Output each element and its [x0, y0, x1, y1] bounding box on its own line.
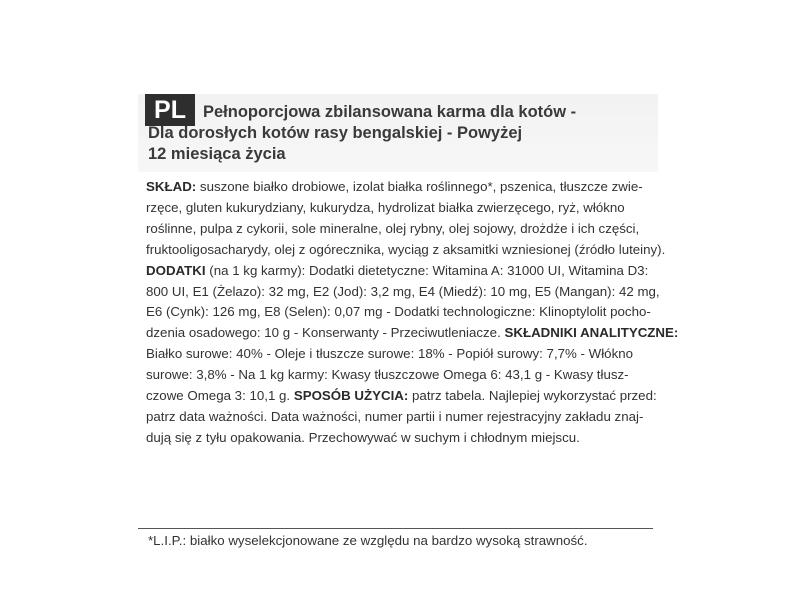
title-line: 12 miesiąca życia: [148, 145, 286, 163]
text-line: patrz data ważności. Data ważności, numer partii i numer rejestracyjny zakładu znaj-: [146, 408, 644, 424]
text-line: DODATKI (na 1 kg karmy): Dodatki dietetyczne: Witamina A: 31000 UI, Witamina D3:: [146, 262, 649, 278]
footnote-divider: [138, 528, 653, 529]
text-line: rzęce, gluten kukurydziany, kukurydza, hydrolizat białka zwierzęcego, ryż, włókno: [146, 199, 625, 215]
text-line: dują się z tyłu opakowania. Przechowywać w suchym i chłodnym miejscu.: [146, 429, 580, 445]
text-line: roślinne, pulpa z cykorii, sole mineralne, olej rybny, olej sojowy, drożdże i ich części,: [146, 220, 640, 236]
text-line: 800 UI, E1 (Żelazo): 32 mg, E2 (Jod): 3,2 mg, E4 (Miedź): 10 mg, E5 (Mangan): 42 mg,: [146, 283, 660, 299]
section-heading: SKŁADNIKI ANALITYCZNE:: [504, 325, 679, 341]
product-label: [138, 94, 679, 449]
text-line: E6 (Cynk): 126 mg, E8 (Selen): 0,07 mg - Dodatki technologiczne: Klinoptylolit pocho-: [146, 304, 651, 320]
text-line: fruktooligosacharydy, olej z ogórecznika, wyciąg z aksamitki wzniesionej (źródło luteiny).: [146, 241, 666, 257]
title-line: Pełnoporcjowa zbilansowana karma dla kotów -: [203, 103, 577, 121]
label-header: [138, 94, 658, 172]
section-heading: DODATKI: [146, 262, 206, 278]
section-heading: SKŁAD:: [146, 179, 197, 194]
text-line: czowe Omega 3: 10,1 g. SPOSÓB UŻYCIA: patrz tabela. Najlepiej wykorzystać przed:: [146, 388, 657, 404]
footnote: *L.I.P.: białko wyselekcjonowane ze względu na bardzo wysoką strawność.: [148, 533, 588, 548]
text-line: SKŁAD: suszone białko drobiowe, izolat białka roślinnego*, pszenica, tłuszcze zwie-: [146, 179, 643, 194]
text-line: dzenia osadowego: 10 g - Konserwanty - Przeciwutleniacze. SKŁADNIKI ANALITYCZNE:: [146, 325, 679, 341]
section-heading: SPOSÓB UŻYCIA:: [293, 388, 409, 404]
text-line: Białko surowe: 40% - Oleje i tłuszcze surowe: 18% - Popiół surowy: 7,7% - Włókno: [146, 346, 634, 362]
composition-text: [146, 177, 679, 449]
text-line: surowe: 3,8% - Na 1 kg karmy: Kwasy tłuszczowe Omega 6: 43,1 g - Kwasy tłusz-: [146, 367, 629, 383]
title-line: Dla dorosłych kotów rasy bengalskiej - Powyżej: [148, 124, 523, 142]
language-badge: PL: [145, 94, 195, 126]
